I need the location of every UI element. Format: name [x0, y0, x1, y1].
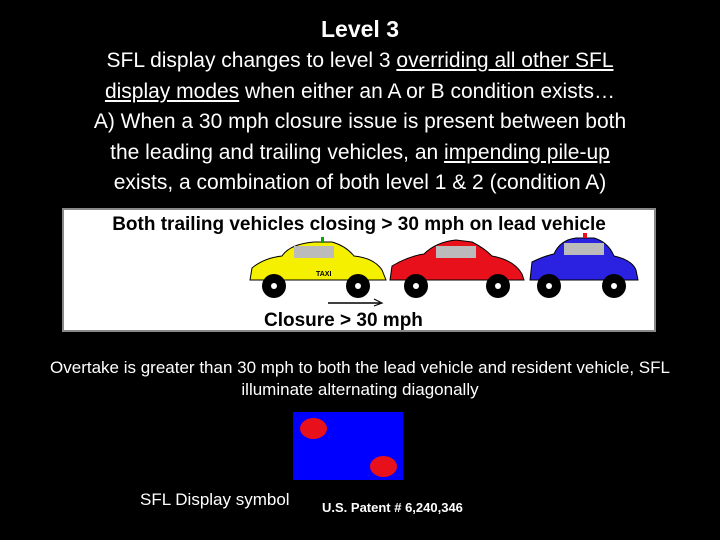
- underlined-text: display modes: [104, 79, 240, 103]
- body-line-4: [30, 138, 690, 169]
- sfl-display-symbol: [293, 412, 403, 480]
- underlined-text: impending pile-up: [444, 140, 610, 164]
- patent-number: U.S. Patent # 6,240,346: [322, 500, 463, 515]
- slide-title: Level 3: [321, 16, 399, 42]
- taxi-label: TAXI: [316, 271, 332, 278]
- text: SFL display changes to level 3: [106, 49, 397, 72]
- taxi-car: [250, 237, 386, 298]
- underlined-text: overriding all other SFL: [396, 49, 614, 72]
- red-car: [390, 240, 524, 298]
- red-light-top-left: [300, 418, 327, 439]
- body-line-1: [30, 46, 690, 77]
- closure-arrow: [328, 299, 382, 306]
- figure-heading: Both trailing vehicles closing > 30 mph on lead vehicle: [112, 214, 606, 235]
- red-light-bottom-right: [370, 456, 397, 477]
- body-line-2: [30, 77, 690, 108]
- text: when either an A or B condition exists…: [239, 79, 616, 103]
- body-line-3: A) When a 30 mph closure issue is present between both: [93, 110, 627, 133]
- body-line-5: exists, a combination of both level 1 & 2 (condition A): [113, 171, 607, 194]
- vehicles-figure: [62, 208, 656, 332]
- symbol-label: SFL Display symbol: [140, 490, 290, 509]
- police-car: [530, 233, 638, 298]
- text: the leading and trailing vehicles, an: [110, 140, 445, 164]
- caption: Overtake is greater than 30 mph to both the lead vehicle and resident vehicle, SFL illuminate alternating diagonally: [50, 358, 670, 399]
- slide-body: [30, 46, 690, 199]
- closure-label: Closure > 30 mph: [264, 310, 423, 331]
